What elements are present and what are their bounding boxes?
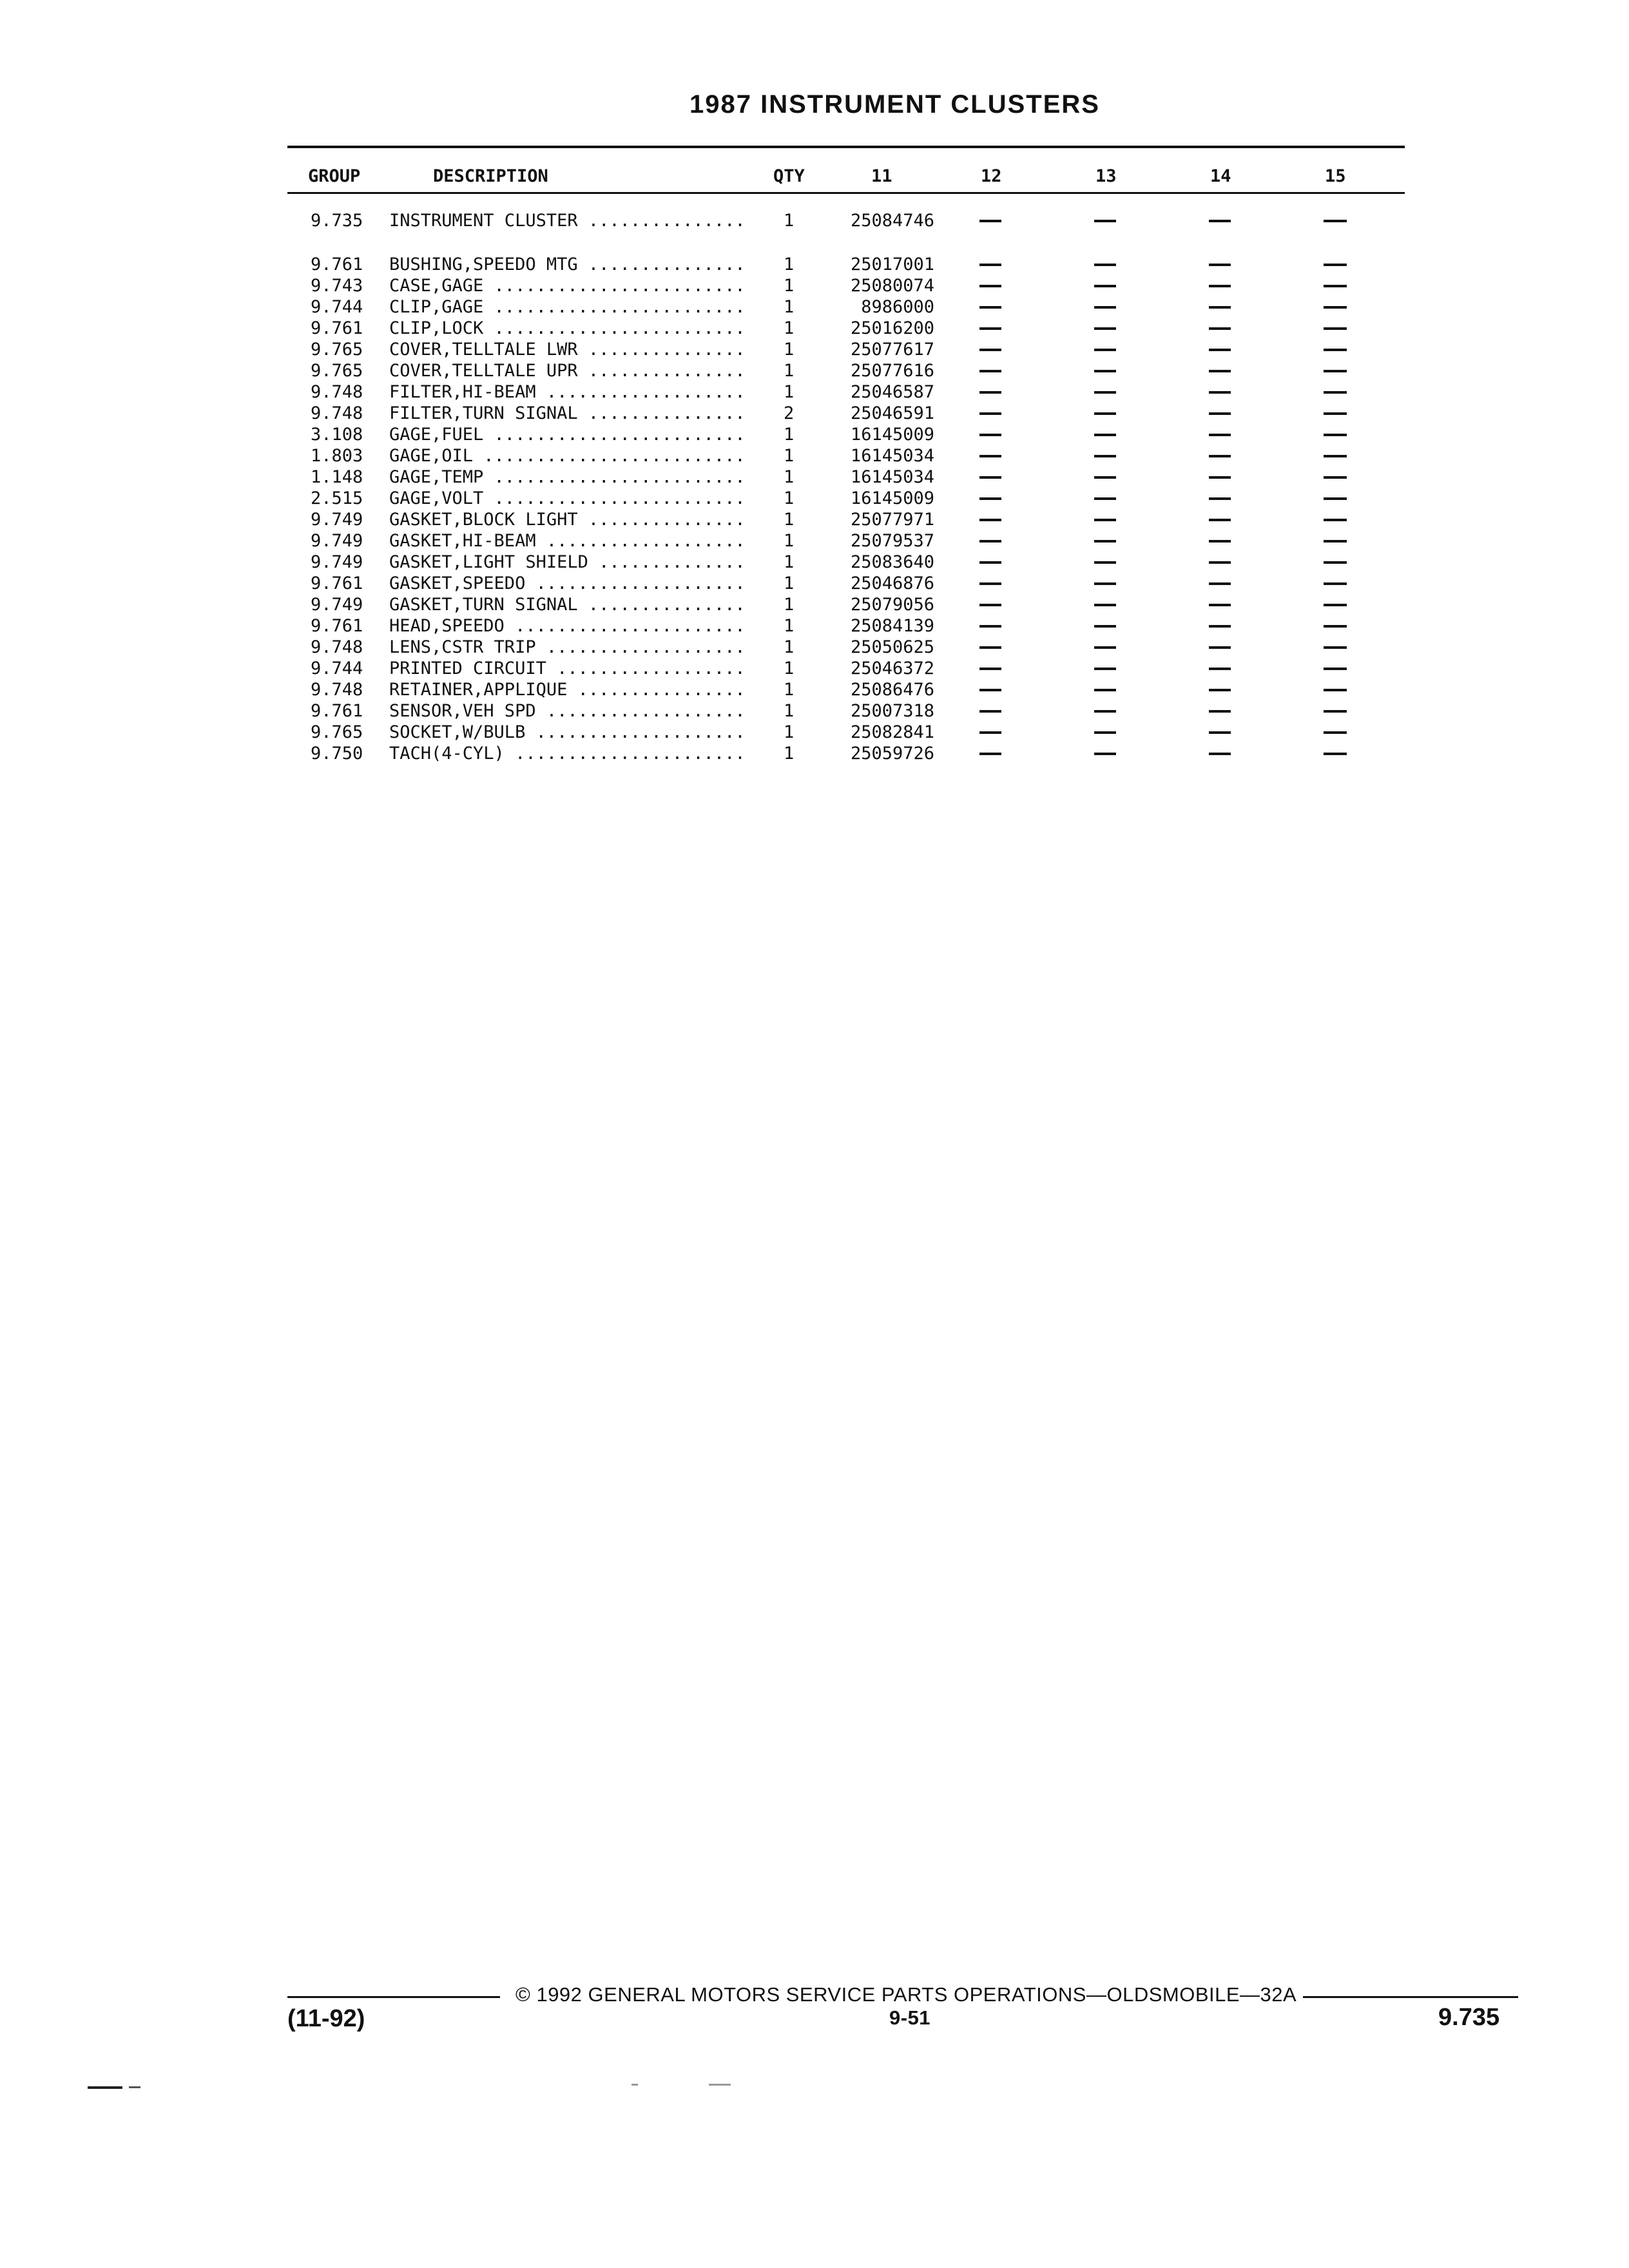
not-applicable-dash xyxy=(1324,582,1347,585)
not-applicable-dash xyxy=(1324,412,1347,415)
not-applicable-dash xyxy=(979,604,1001,606)
not-applicable-dash xyxy=(1324,710,1347,713)
qty-cell: 1 xyxy=(784,255,795,274)
not-applicable-dash xyxy=(1324,455,1347,457)
scan-mark xyxy=(88,2086,122,2089)
not-applicable-dash xyxy=(1324,220,1347,222)
not-applicable-dash xyxy=(1324,689,1347,691)
qty-cell: 1 xyxy=(784,573,795,593)
qty-cell: 1 xyxy=(784,488,795,508)
not-applicable-dash xyxy=(1094,476,1116,479)
footer-copyright: © 1992 GENERAL MOTORS SERVICE PARTS OPERATIONS—OLDSMOBILE—32A xyxy=(516,1983,1297,2006)
not-applicable-dash xyxy=(1094,604,1116,606)
page-title: 1987 INSTRUMENT CLUSTERS xyxy=(689,90,1100,119)
group-cell: 9.748 xyxy=(311,382,363,402)
not-applicable-dash xyxy=(1209,264,1231,266)
description-cell: GAGE,VOLT ........................ xyxy=(389,488,746,508)
not-applicable-dash xyxy=(1324,753,1347,755)
group-cell: 9.761 xyxy=(311,573,363,593)
table-row xyxy=(0,552,1629,573)
not-applicable-dash xyxy=(1094,349,1116,351)
not-applicable-dash xyxy=(979,540,1001,543)
qty-cell: 1 xyxy=(784,211,795,231)
table-row xyxy=(0,488,1629,509)
part-number-cell: 25083640 xyxy=(850,552,934,572)
not-applicable-dash xyxy=(1209,434,1231,436)
group-cell: 9.765 xyxy=(311,340,363,360)
not-applicable-dash xyxy=(1324,646,1347,649)
header-bottom-rule xyxy=(287,192,1405,194)
not-applicable-dash xyxy=(1094,412,1116,415)
part-number-cell: 25046372 xyxy=(850,658,934,678)
part-number-cell: 25077617 xyxy=(850,340,934,360)
qty-cell: 1 xyxy=(784,446,795,466)
description-cell: HEAD,SPEEDO ...................... xyxy=(389,616,746,636)
not-applicable-dash xyxy=(1209,540,1231,543)
table-row xyxy=(0,296,1629,318)
not-applicable-dash xyxy=(1094,497,1116,500)
not-applicable-dash xyxy=(979,412,1001,415)
not-applicable-dash xyxy=(1094,264,1116,266)
not-applicable-dash xyxy=(1324,625,1347,628)
description-cell: RETAINER,APPLIQUE ................ xyxy=(389,680,746,700)
part-number-cell: 16145009 xyxy=(850,488,934,508)
not-applicable-dash xyxy=(1209,561,1231,564)
not-applicable-dash xyxy=(979,349,1001,351)
not-applicable-dash xyxy=(1094,434,1116,436)
group-cell: 9.761 xyxy=(311,318,363,338)
not-applicable-dash xyxy=(979,220,1001,222)
description-cell: LENS,CSTR TRIP ................... xyxy=(389,637,746,657)
not-applicable-dash xyxy=(1209,731,1231,734)
part-number-cell: 25046591 xyxy=(850,403,934,423)
not-applicable-dash xyxy=(1094,582,1116,585)
not-applicable-dash xyxy=(1094,306,1116,309)
group-cell: 1.803 xyxy=(311,446,363,466)
part-number-cell: 25017001 xyxy=(850,255,934,274)
col-header-12: 12 xyxy=(981,166,1002,186)
not-applicable-dash xyxy=(979,264,1001,266)
not-applicable-dash xyxy=(1094,710,1116,713)
qty-cell: 1 xyxy=(784,318,795,338)
description-cell: GAGE,OIL ......................... xyxy=(389,446,746,466)
description-cell: GASKET,LIGHT SHIELD .............. xyxy=(389,552,746,572)
part-number-cell: 25007318 xyxy=(850,701,934,721)
not-applicable-dash xyxy=(1209,285,1231,287)
table-row xyxy=(0,381,1629,403)
part-number-cell: 16145034 xyxy=(850,446,934,466)
qty-cell: 1 xyxy=(784,595,795,615)
table-row xyxy=(0,637,1629,658)
group-cell: 9.761 xyxy=(311,255,363,274)
description-cell: BUSHING,SPEEDO MTG ............... xyxy=(389,255,746,274)
not-applicable-dash xyxy=(1209,370,1231,372)
table-row xyxy=(0,254,1629,275)
qty-cell: 1 xyxy=(784,425,795,445)
not-applicable-dash xyxy=(1209,327,1231,330)
not-applicable-dash xyxy=(979,455,1001,457)
not-applicable-dash xyxy=(1324,285,1347,287)
table-row xyxy=(0,360,1629,381)
description-cell: CASE,GAGE ........................ xyxy=(389,276,746,296)
part-number-cell: 25050625 xyxy=(850,637,934,657)
table-row xyxy=(0,679,1629,700)
qty-cell: 1 xyxy=(784,361,795,381)
part-number-cell: 25086476 xyxy=(850,680,934,700)
part-number-cell: 25079537 xyxy=(850,531,934,551)
not-applicable-dash xyxy=(979,646,1001,649)
group-cell: 9.765 xyxy=(311,722,363,742)
table-row xyxy=(0,318,1629,339)
part-number-cell: 16145034 xyxy=(850,467,934,487)
table-row xyxy=(0,530,1629,552)
group-cell: 9.743 xyxy=(311,276,363,296)
not-applicable-dash xyxy=(1094,731,1116,734)
col-header-15: 15 xyxy=(1325,166,1346,186)
group-cell: 3.108 xyxy=(311,425,363,445)
qty-cell: 1 xyxy=(784,276,795,296)
description-cell: FILTER,HI-BEAM ................... xyxy=(389,382,746,402)
qty-cell: 1 xyxy=(784,510,795,530)
part-number-cell: 25077616 xyxy=(850,361,934,381)
group-cell: 9.761 xyxy=(311,616,363,636)
description-cell: FILTER,TURN SIGNAL ............... xyxy=(389,403,746,423)
not-applicable-dash xyxy=(1324,540,1347,543)
qty-cell: 1 xyxy=(784,340,795,360)
description-cell: GAGE,TEMP ........................ xyxy=(389,467,746,487)
part-number-cell: 25079056 xyxy=(850,595,934,615)
qty-cell: 1 xyxy=(784,637,795,657)
description-cell: GAGE,FUEL ........................ xyxy=(389,425,746,445)
qty-cell: 1 xyxy=(784,297,795,317)
description-cell: TACH(4-CYL) ...................... xyxy=(389,744,746,764)
group-cell: 9.748 xyxy=(311,637,363,657)
description-cell: SENSOR,VEH SPD ................... xyxy=(389,701,746,721)
table-row xyxy=(0,424,1629,445)
table-row xyxy=(0,573,1629,594)
not-applicable-dash xyxy=(1324,561,1347,564)
not-applicable-dash xyxy=(1094,668,1116,670)
not-applicable-dash xyxy=(1094,391,1116,394)
not-applicable-dash xyxy=(1324,327,1347,330)
qty-cell: 2 xyxy=(784,403,795,423)
not-applicable-dash xyxy=(1209,497,1231,500)
not-applicable-dash xyxy=(1324,264,1347,266)
col-header-description: DESCRIPTION xyxy=(433,166,548,186)
not-applicable-dash xyxy=(979,689,1001,691)
table-row xyxy=(0,445,1629,466)
not-applicable-dash xyxy=(1324,349,1347,351)
table-row xyxy=(0,275,1629,296)
part-number-cell: 25077971 xyxy=(850,510,934,530)
qty-cell: 1 xyxy=(784,658,795,678)
group-cell: 9.749 xyxy=(311,510,363,530)
not-applicable-dash xyxy=(979,582,1001,585)
scan-mark xyxy=(129,2086,140,2088)
group-cell: 9.735 xyxy=(311,211,363,231)
table-row xyxy=(0,509,1629,530)
col-header-11: 11 xyxy=(871,166,892,186)
table-row xyxy=(0,743,1629,764)
table-row xyxy=(0,210,1629,231)
part-number-cell: 25046876 xyxy=(850,573,934,593)
not-applicable-dash xyxy=(1324,731,1347,734)
not-applicable-dash xyxy=(979,753,1001,755)
not-applicable-dash xyxy=(979,285,1001,287)
not-applicable-dash xyxy=(979,370,1001,372)
table-row xyxy=(0,339,1629,360)
description-cell: GASKET,BLOCK LIGHT ............... xyxy=(389,510,746,530)
description-cell: INSTRUMENT CLUSTER ............... xyxy=(389,211,746,231)
not-applicable-dash xyxy=(1324,519,1347,521)
table-row xyxy=(0,403,1629,424)
not-applicable-dash xyxy=(979,391,1001,394)
table-row xyxy=(0,466,1629,488)
group-cell: 1.148 xyxy=(311,467,363,487)
description-cell: PRINTED CIRCUIT .................. xyxy=(389,658,746,678)
not-applicable-dash xyxy=(1209,220,1231,222)
not-applicable-dash xyxy=(1324,604,1347,606)
group-cell: 9.749 xyxy=(311,552,363,572)
col-header-13: 13 xyxy=(1095,166,1117,186)
group-cell: 9.749 xyxy=(311,531,363,551)
not-applicable-dash xyxy=(1209,668,1231,670)
not-applicable-dash xyxy=(1209,753,1231,755)
qty-cell: 1 xyxy=(784,531,795,551)
description-cell: COVER,TELLTALE UPR ............... xyxy=(389,361,746,381)
not-applicable-dash xyxy=(1094,220,1116,222)
not-applicable-dash xyxy=(1209,625,1231,628)
footer-page-number: 9-51 xyxy=(889,2006,931,2029)
qty-cell: 1 xyxy=(784,552,795,572)
footer-section-number: 9.735 xyxy=(1438,2004,1500,2031)
not-applicable-dash xyxy=(1094,625,1116,628)
not-applicable-dash xyxy=(1209,306,1231,309)
description-cell: GASKET,TURN SIGNAL ............... xyxy=(389,595,746,615)
group-cell: 2.515 xyxy=(311,488,363,508)
not-applicable-dash xyxy=(1324,497,1347,500)
not-applicable-dash xyxy=(1094,285,1116,287)
col-header-14: 14 xyxy=(1210,166,1231,186)
not-applicable-dash xyxy=(1094,370,1116,372)
not-applicable-dash xyxy=(1209,412,1231,415)
header-top-rule xyxy=(287,146,1405,148)
qty-cell: 1 xyxy=(784,744,795,764)
description-cell: COVER,TELLTALE LWR ............... xyxy=(389,340,746,360)
group-cell: 9.761 xyxy=(311,701,363,721)
not-applicable-dash xyxy=(1209,604,1231,606)
not-applicable-dash xyxy=(1209,391,1231,394)
not-applicable-dash xyxy=(1324,668,1347,670)
part-number-cell: 16145009 xyxy=(850,425,934,445)
description-cell: CLIP,GAGE ........................ xyxy=(389,297,746,317)
not-applicable-dash xyxy=(1094,753,1116,755)
qty-cell: 1 xyxy=(784,680,795,700)
part-number-cell: 25059726 xyxy=(850,744,934,764)
not-applicable-dash xyxy=(1209,455,1231,457)
not-applicable-dash xyxy=(1094,540,1116,543)
not-applicable-dash xyxy=(1324,434,1347,436)
not-applicable-dash xyxy=(979,306,1001,309)
description-cell: GASKET,SPEEDO .................... xyxy=(389,573,746,593)
table-row xyxy=(0,700,1629,722)
not-applicable-dash xyxy=(1209,476,1231,479)
not-applicable-dash xyxy=(979,434,1001,436)
not-applicable-dash xyxy=(1209,349,1231,351)
part-number-cell: 25084139 xyxy=(850,616,934,636)
not-applicable-dash xyxy=(1209,710,1231,713)
not-applicable-dash xyxy=(1324,306,1347,309)
group-cell: 9.748 xyxy=(311,403,363,423)
not-applicable-dash xyxy=(1209,582,1231,585)
qty-cell: 1 xyxy=(784,382,795,402)
not-applicable-dash xyxy=(1209,689,1231,691)
description-cell: GASKET,HI-BEAM ................... xyxy=(389,531,746,551)
not-applicable-dash xyxy=(1324,391,1347,394)
not-applicable-dash xyxy=(979,497,1001,500)
not-applicable-dash xyxy=(979,561,1001,564)
not-applicable-dash xyxy=(979,731,1001,734)
not-applicable-dash xyxy=(1324,370,1347,372)
not-applicable-dash xyxy=(1209,646,1231,649)
group-cell: 9.748 xyxy=(311,680,363,700)
not-applicable-dash xyxy=(1094,646,1116,649)
not-applicable-dash xyxy=(1094,689,1116,691)
qty-cell: 1 xyxy=(784,467,795,487)
table-row xyxy=(0,722,1629,743)
table-row xyxy=(0,658,1629,679)
not-applicable-dash xyxy=(979,519,1001,521)
not-applicable-dash xyxy=(1094,327,1116,330)
qty-cell: 1 xyxy=(784,722,795,742)
part-number-cell: 8986000 xyxy=(861,297,934,317)
not-applicable-dash xyxy=(979,476,1001,479)
table-row xyxy=(0,594,1629,615)
not-applicable-dash xyxy=(1094,561,1116,564)
part-number-cell: 25016200 xyxy=(850,318,934,338)
qty-cell: 1 xyxy=(784,616,795,636)
part-number-cell: 25080074 xyxy=(850,276,934,296)
not-applicable-dash xyxy=(1094,455,1116,457)
part-number-cell: 25046587 xyxy=(850,382,934,402)
part-number-cell: 25082841 xyxy=(850,722,934,742)
group-cell: 9.750 xyxy=(311,744,363,764)
footer-rule-left xyxy=(287,1996,500,1998)
not-applicable-dash xyxy=(979,327,1001,330)
col-header-group: GROUP xyxy=(308,166,361,186)
not-applicable-dash xyxy=(1094,519,1116,521)
col-header-qty: QTY xyxy=(773,166,805,186)
table-row xyxy=(0,615,1629,637)
scan-mark xyxy=(631,2084,638,2086)
footer-rule-right xyxy=(1303,1996,1518,1998)
description-cell: SOCKET,W/BULB .................... xyxy=(389,722,746,742)
not-applicable-dash xyxy=(979,625,1001,628)
group-cell: 9.744 xyxy=(311,297,363,317)
description-cell: CLIP,LOCK ........................ xyxy=(389,318,746,338)
footer-date: (11-92) xyxy=(287,2005,365,2032)
group-cell: 9.749 xyxy=(311,595,363,615)
not-applicable-dash xyxy=(979,710,1001,713)
not-applicable-dash xyxy=(1209,519,1231,521)
not-applicable-dash xyxy=(979,668,1001,670)
part-number-cell: 25084746 xyxy=(850,211,934,231)
not-applicable-dash xyxy=(1324,476,1347,479)
group-cell: 9.744 xyxy=(311,658,363,678)
group-cell: 9.765 xyxy=(311,361,363,381)
qty-cell: 1 xyxy=(784,701,795,721)
scan-mark xyxy=(709,2084,731,2086)
